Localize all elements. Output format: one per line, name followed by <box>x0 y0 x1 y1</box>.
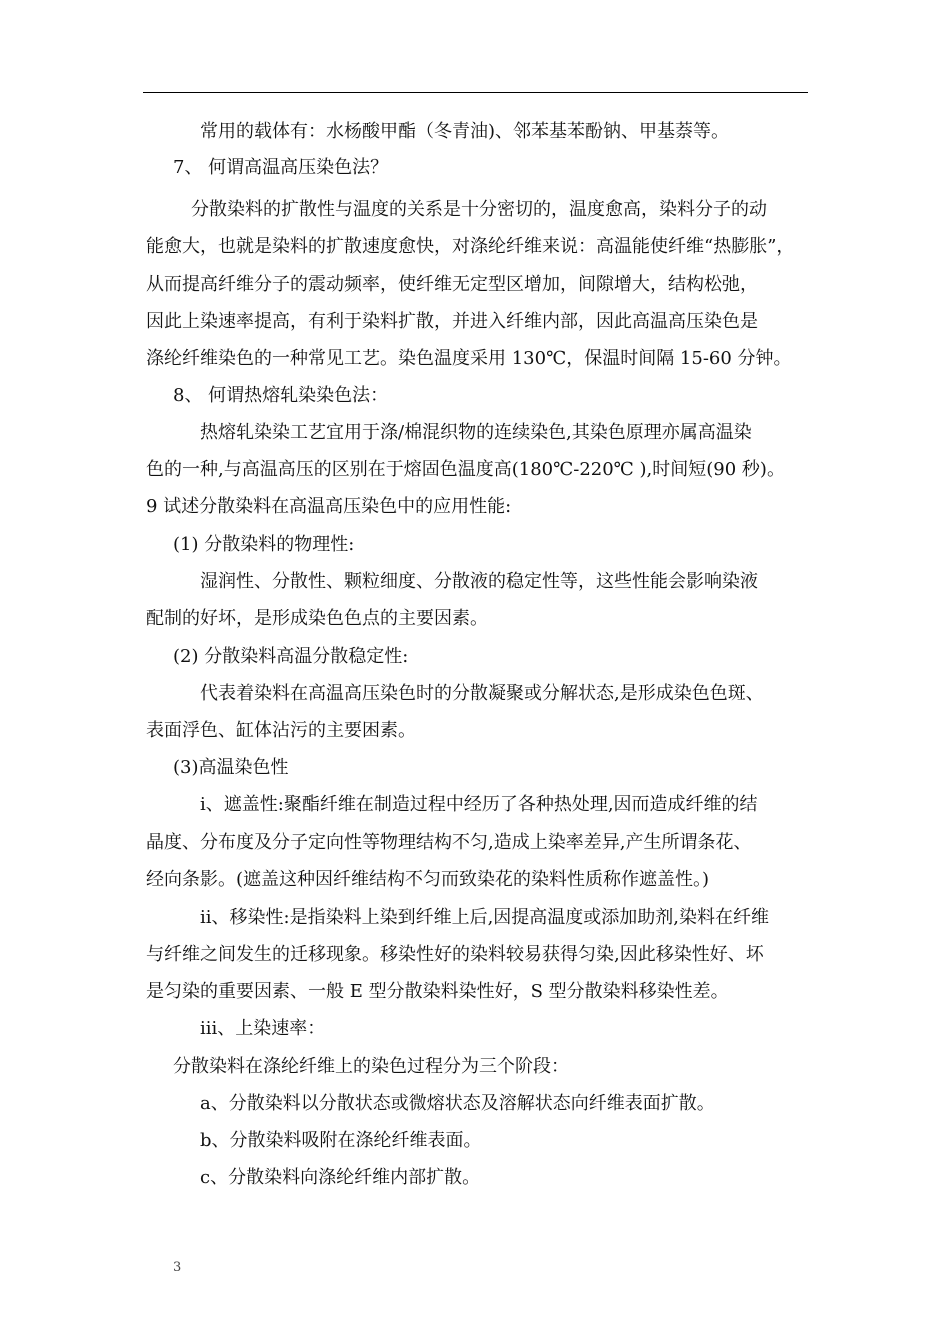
text-line: 热熔轧染染工艺宜用于涤/棉混织物的连续染色,其染色原理亦属高温染 <box>200 422 752 443</box>
text-line: 分散染料在涤纶纤维上的染色过程分为三个阶段： <box>173 1056 569 1077</box>
text-line: 分散染料的扩散性与温度的关系是十分密切的，温度愈高，染料分子的动 <box>191 199 767 220</box>
subheading: (2) 分散染料高温分散稳定性: <box>173 646 409 667</box>
text-line: 从而提高纤维分子的震动频率，使纤维无定型区增加，间隙增大，结构松弛， <box>146 274 758 295</box>
text-line: 与纤维之间发生的迁移现象。移染性好的染料较易获得匀染,因此移染性好、坏 <box>146 944 764 965</box>
text-line: 湿润性、分散性、颗粒细度、分散液的稳定性等，这些性能会影响染液 <box>200 571 758 592</box>
question-heading: 7、 何谓高温高压染色法？ <box>173 157 389 178</box>
text-line: 能愈大，也就是染料的扩散速度愈快，对涤纶纤维来说：高温能使纤维“热膨胀”， <box>146 236 795 257</box>
text-line: 经向条影。(遮盖这种因纤维结构不匀而致染花的染料性质称作遮盖性。) <box>146 869 710 890</box>
text-line: 配制的好坏，是形成染色色点的主要因素。 <box>146 608 488 629</box>
text-line: ii、移染性:是指染料上染到纤维上后,因提高温度或添加助剂,染料在纤维 <box>200 907 770 928</box>
text-line: 因此上染速率提高，有利于染料扩散，并进入纤维内部，因此高温高压染色是 <box>146 311 758 332</box>
text-line: 涤纶纤维染色的一种常见工艺。染色温度采用 130℃，保温时间隔 15-60 分钟。 <box>146 348 792 369</box>
text-line: 常用的载体有：水杨酸甲酯（冬青油)、邻苯基苯酚钠、甲基萘等。 <box>200 121 730 142</box>
page-number: 3 <box>173 1260 182 1275</box>
text-line: 表面浮色、缸体沾污的主要困素。 <box>146 720 416 741</box>
text-line: 晶度、分布度及分子定向性等物理结构不匀,造成上染率差异,产生所谓条花、 <box>146 832 752 853</box>
text-line: i、遮盖性:聚酯纤维在制造过程中经历了各种热处理,因而造成纤维的结 <box>200 794 758 815</box>
subheading: (3)高温染色性 <box>173 757 289 778</box>
subheading: (1) 分散染料的物理性: <box>173 534 355 555</box>
text-line: 色的一种,与高温高压的区别在于熔固色温度高(180℃-220℃ ),时间短(90 秒)。 <box>146 459 785 480</box>
text-line: 代表着染料在高温高压染色时的分散凝聚或分解状态,是形成染色色斑、 <box>200 683 764 704</box>
question-heading: 9 试述分散染料在高温高压染色中的应用性能: <box>146 496 512 517</box>
list-item: a、分散染料以分散状态或微熔状态及溶解状态向纤维表面扩散。 <box>200 1093 715 1114</box>
question-heading: 8、 何谓热熔轧染染色法： <box>173 385 389 406</box>
text-line: iii、上染速率： <box>200 1018 326 1039</box>
list-item: b、分散染料吸附在涤纶纤维表面。 <box>200 1130 482 1151</box>
header-rule <box>143 92 808 93</box>
list-item: c、分散染料向涤纶纤维内部扩散。 <box>200 1167 481 1188</box>
text-line: 是匀染的重要因素、一般 E 型分散染料染性好，S 型分散染料移染性差。 <box>146 981 729 1002</box>
